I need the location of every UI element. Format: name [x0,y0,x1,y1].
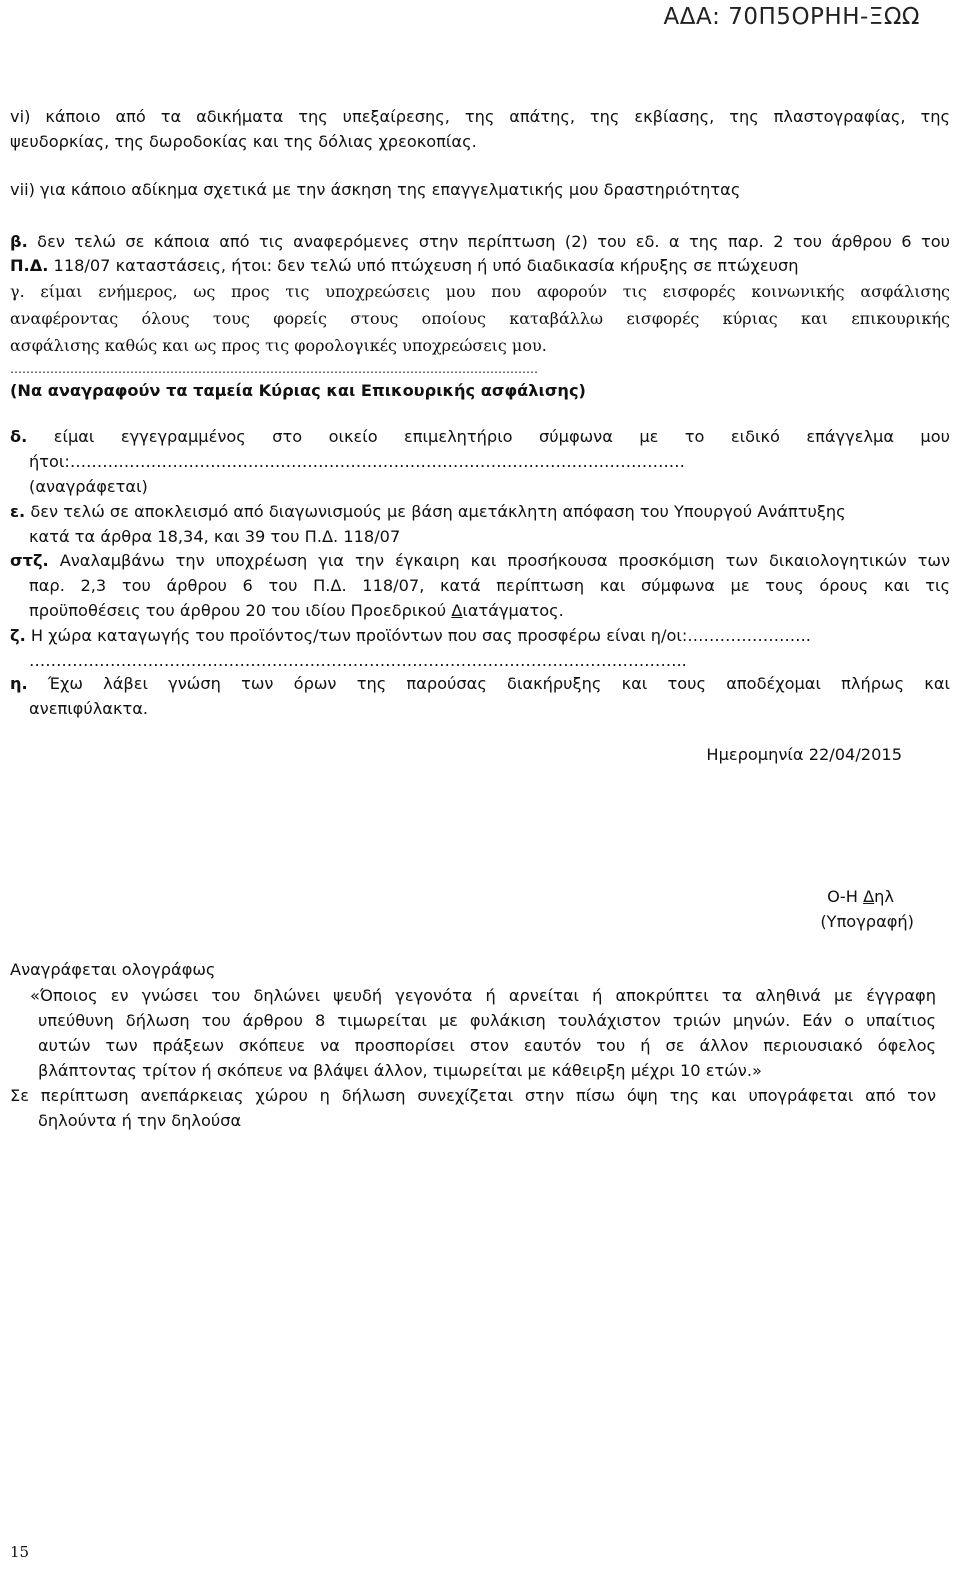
item-stz-text3a: προϋποθέσεις του άρθρου 20 του ιδίου Προεδρικού [29,601,452,620]
footer-quote-line3: αυτών των πράξεων σκόπευε να προσπορίσει στον εαυτόν του ή σε άλλον περιουσιακό όφελος [38,1036,936,1055]
footer-note-line1: Σε περίπτωση ανεπάρκειας χώρου η δήλωση συνεχίζεται στην πίσω όψη της και υπογράφεται από τον [10,1086,936,1105]
item-beta-pd: Π.Δ. [10,256,49,275]
item-beta-line1 [10,229,950,254]
item-delta-line2: ήτοι:…………………………………………………………………………………………………… [29,452,685,471]
item-gamma-line2: αναφέροντας όλους τους φορείς στους οποίους καταβάλλω εισφορές κύριας και επικουρικής [10,309,950,328]
footer-heading: Αναγράφεται ολογράφως [10,960,216,979]
footer-quote-line4: βλάπτοντας τρίτον ή σκόπευε να βλάψει άλλον, τιμωρείται με κάθειρξη μέχρι 10 ετών.» [38,1061,762,1080]
item-epsilon-line2: κατά τα άρθρα 18,34, και 39 του Π.Δ. 118/07 [29,527,401,546]
item-zeta-text1: Η χώρα καταγωγής του προϊόντος/των προϊόντων που σας προσφέρω είναι η/οι:………………….. [25,626,811,645]
page-number: 15 [10,1543,30,1561]
item-delta-line1 [10,424,950,449]
item-stz-line2: παρ. 2,3 του άρθρου 6 του Π.Δ. 118/07, κατά περίπτωση και σύμφωνα με τους όρους και τις [29,576,950,595]
item-zeta-label: ζ. [10,626,26,645]
ada-code: ΑΔΑ: 70Π5ΟΡΗΗ-ΞΩΩ [663,4,920,30]
item-epsilon-text1: δεν τελώ σε αποκλεισμό από διαγωνισμούς με βάση αμετάκλητη απόφαση του Υπουργού Ανάπτυξης [25,502,846,521]
funds-note: (Να αναγραφούν τα ταμεία Κύριας και Επικουρικής ασφάλισης) [10,381,586,400]
item-gamma-dots: …………………………………………………………………………………………………………………… [10,362,538,376]
item-eta-line1 [10,671,950,696]
date-line: Ημερομηνία 22/04/2015 [706,745,902,764]
signer-name-u: Δ [863,887,875,906]
item-stz-line3 [29,598,950,623]
item-stz-text3b: Δ [451,601,463,620]
item-eta-text1: Έχω λάβει γνώση των όρων της παρούσας διακήρυξης και τους αποδέχομαι πλήρως και [27,674,950,693]
item-eta-line2: ανεπιφύλακτα. [29,699,149,718]
signer-name-post: ηλ [874,887,894,906]
footer-note-line2: δηλούντα ή την δηλούσα [38,1111,242,1130]
item-zeta-line2: ………………………………………………………………………………………………………….. [29,651,687,670]
item-epsilon-line1 [10,499,950,524]
item-beta-text1: δεν τελώ σε κάποια από τις αναφερόμενες στην περίπτωση (2) του εδ. α της παρ. 2 του άρθρου 6 του [27,232,950,251]
item-stz-label: στζ. [10,551,49,570]
item-zeta-line1 [10,623,950,648]
item-delta-line3: (αναγράφεται) [29,477,148,496]
item-epsilon-label: ε. [10,502,26,521]
item-stz-text3c: ιατάγματος. [462,601,564,620]
item-gamma-line3: ασφάλισης καθώς και ως προς τις φορολογικές υποχρεώσεις μου. [10,336,547,355]
item-gamma-line1: γ. είμαι ενήμερος, ως προς τις υποχρεώσεις μου που αφορούν τις εισφορές κοινωνικής ασφάλισης [10,282,950,301]
item-delta-text1: είμαι εγγεγραμμένος στο οικείο επιμελητήριο σύμφωνα με το ειδικό επάγγελμα μου [27,427,950,446]
item-stz-line1 [10,548,950,573]
footer-quote-line1: «Όποιος εν γνώσει του δηλώνει ψευδή γεγονότα ή αρνείται ή αποκρύπτει τα αληθινά με έγγραφη [30,986,936,1005]
item-beta-line2 [10,253,950,278]
signer-name [827,884,894,909]
item-stz-text1: Αναλαμβάνω την υποχρέωση για την έγκαιρη και προσήκουσα προσκόμιση των δικαιολογητικών των [48,551,950,570]
item-vi-line2: ψευδορκίας, της δωροδοκίας και της δόλιας χρεοκοπίας. [10,132,477,151]
item-vi-line1: vi) κάποιο από τα αδικήματα της υπεξαίρεσης, της απάτης, της εκβίασης, της πλαστογραφίας, της [10,107,950,126]
item-beta-text2: 118/07 καταστάσεις, ήτοι: δεν τελώ υπό πτώχευση ή υπό διαδικασία κήρυξης σε πτώχευση [48,256,799,275]
signer-name-pre: Ο-Η [827,887,864,906]
footer-quote-line2: υπεύθυνη δήλωση του άρθρου 8 τιμωρείται με φυλάκιση τουλάχιστον τριών μηνών. Εάν ο υπαίτιος [38,1011,936,1030]
item-delta-label: δ. [10,427,28,446]
item-eta-label: η. [10,674,28,693]
item-beta-label: β. [10,232,28,251]
item-vii: vii) για κάποιο αδίκημα σχετικά με την άσκηση της επαγγελματικής μου δραστηριότητας [10,180,741,199]
signature-label: (Υπογραφή) [820,912,914,931]
